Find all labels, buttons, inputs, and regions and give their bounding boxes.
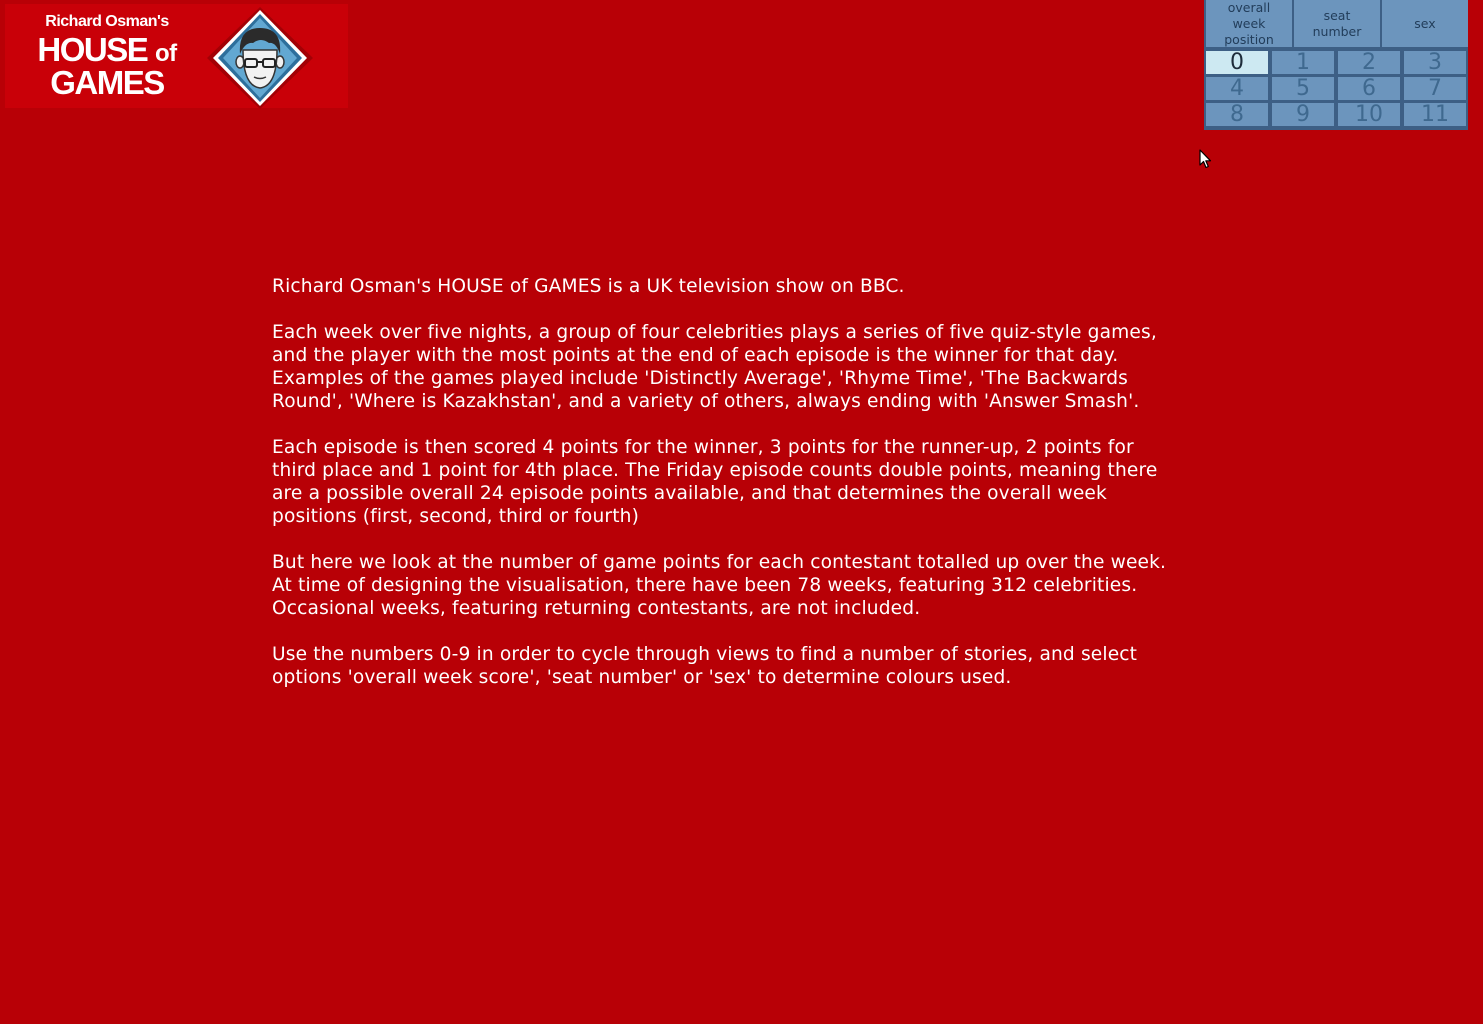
view-button-10[interactable]: 10	[1338, 103, 1400, 126]
view-button-3[interactable]: 3	[1404, 51, 1466, 74]
description-text	[272, 275, 1177, 712]
view-button-2[interactable]: 2	[1338, 51, 1400, 74]
logo-wordmark	[29, 14, 185, 99]
data-paragraph: But here we look at the number of game points for each contestant totalled up over the week. At time of designing the visualisation, there have been 78 weeks, featuring 312 celebrities. Occasional weeks, featuring returning contestants, are not included.	[272, 552, 1167, 619]
view-button-6[interactable]: 6	[1338, 77, 1400, 100]
view-button-0[interactable]: 0	[1206, 51, 1268, 74]
show-logo	[5, 4, 348, 108]
logo-line-1: Richard Osman's	[45, 13, 169, 30]
logo-line-3: GAMES	[50, 64, 164, 101]
instructions-paragraph: Use the numbers 0-9 in order to cycle through views to find a number of stories, and select options 'overall week score', 'seat number' or 'sex' to determine colours used.	[272, 644, 1138, 688]
sex-button[interactable]: sex	[1382, 0, 1468, 47]
view-button-5[interactable]: 5	[1272, 77, 1334, 100]
view-button-7[interactable]: 7	[1404, 77, 1466, 100]
view-button-9[interactable]: 9	[1272, 103, 1334, 126]
view-controls-panel	[1204, 0, 1468, 130]
view-button-8[interactable]: 8	[1206, 103, 1268, 126]
view-button-1[interactable]: 1	[1272, 51, 1334, 74]
overall-week-position-button[interactable]: overall week position	[1206, 0, 1292, 47]
scoring-paragraph: Each episode is then scored 4 points for the winner, 3 points for the runner-up, 2 points for third place and 1 point for 4th place. The Friday episode counts double points, meaning there are a possible overall 24 episode points available, and that determines the overall week positions (first, second, third or fourth)	[272, 437, 1158, 527]
view-button-11[interactable]: 11	[1404, 103, 1466, 126]
format-paragraph: Each week over five nights, a group of four celebrities plays a series of five quiz-style games, and the player with the most points at the end of each episode is the winner for that day. Examples of the games played include 'Distinctly Average', 'Rhyme Time', 'The Backwards Round', 'Where is Kazakhstan', and a variety of others, always ending with 'Answer Smash'.	[272, 322, 1157, 412]
view-button-4[interactable]: 4	[1206, 77, 1268, 100]
seat-number-button[interactable]: seat number	[1294, 0, 1380, 47]
intro-paragraph: Richard Osman's HOUSE of GAMES is a UK television show on BBC.	[272, 276, 905, 297]
host-face-icon	[203, 6, 318, 110]
mouse-pointer-icon	[1199, 149, 1213, 169]
logo-line-2: HOUSE of	[37, 31, 177, 68]
